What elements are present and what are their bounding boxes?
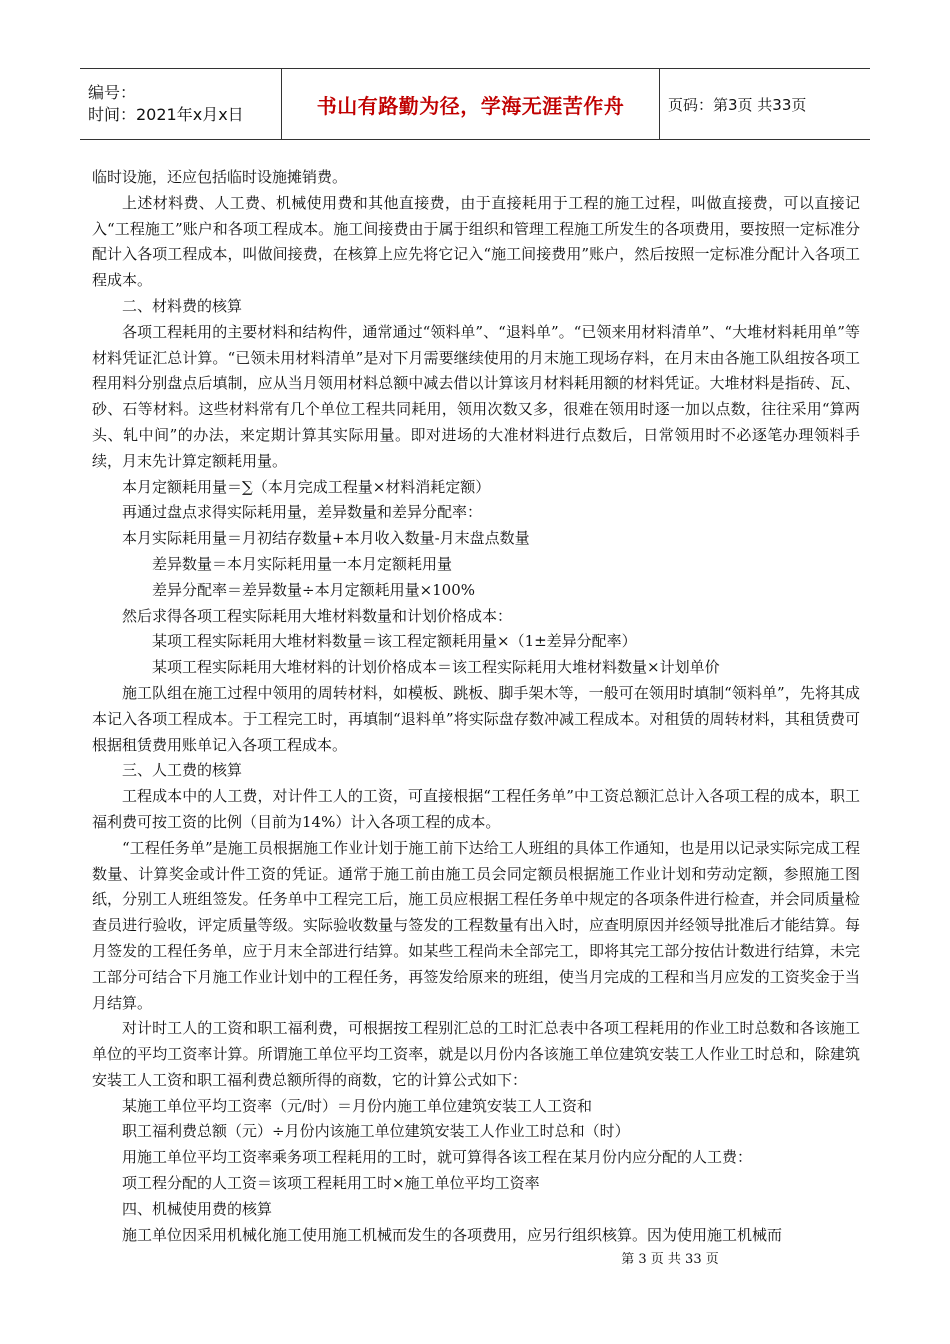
formula-line: 某项工程实际耗用大堆材料数量＝该工程定额耗用量×（1±差异分配率） bbox=[152, 632, 637, 651]
paragraph: 施工单位因采用机械化施工使用施工机械而发生的各项费用，应另行组织核算。因为使用施工机械而 bbox=[122, 1225, 783, 1244]
header-motto-cell bbox=[282, 69, 660, 139]
formula-line: 差异数量＝本月实际耗用量一本月定额耗用量 bbox=[152, 554, 453, 573]
formula-line: 某施工单位平均工资率（元/时）＝月份内施工单位建筑安装工人工资和 bbox=[122, 1096, 593, 1115]
paragraph: 工程成本中的人工费，对计件工人的工资，可直接根据“工程任务单”中工资总额汇总计入各项工程的成本，职工福利费可按工资的比例（目前为14%）计入各项工程的成本。 bbox=[92, 787, 860, 831]
paragraph: 用施工单位平均工资率乘务项工程耗用的工时，就可算得各该工程在某月份内应分配的人工费： bbox=[122, 1148, 753, 1167]
paragraph: 临时设施，还应包括临时设施摊销费。 bbox=[92, 168, 348, 186]
formula-line: 本月实际耗用量＝月初结存数量+本月收入数量-月末盘点数量 bbox=[122, 529, 530, 548]
paragraph: 上述材料费、人工费、机械使用费和其他直接费，由于直接耗用于工程的施工过程，叫做直接费，可以直接记入“工程施工”账户和各项工程成本。施工间接费由于属于组织和管理工程施工所发生的各项费用，要按照一定标准分配计入各项工程成本，叫做间接费，在核算上应先将它记入“施工间接费用”账户，然后按照一定标准分配计入各项工程成本。 bbox=[92, 193, 860, 290]
paragraph: 各项工程耗用的主要材料和结构件，通常通过“领料单”、“退料单”。“已领来用材料清单”、“大堆材料耗用单”等材料凭证汇总计算。“已领未用材料清单”是对下月需要继续使用的月末施工现场存料，在月末由各施工队组按各项工程用料分别盘点后填制，应从当月领用材料总额中减去借以计算该月材料耗用额的材料凭证。大堆材料是指砖、瓦、砂、石等材料。这些材料常有几个单位工程共同耗用，领用次数又多，很难在领用时逐一加以点数，往往采用“算两头、轧中间”的办法，来定期计算其实际用量。即对进场的大准材料进行点数后，日常领用时不必逐笔办理领料手续，月末先计算定额耗用量。 bbox=[92, 322, 860, 470]
paragraph: 对计时工人的工资和职工福利费，可根据按工程别汇总的工时汇总表中各项工程耗用的作业工时总数和各该施工单位的平均工资率计算。所谓施工单位平均工资率，就是以月份内各该施工单位建筑安装工人作业工时总和，除建筑安装工人工资和职工福利费总额所得的商数，它的计算公式如下： bbox=[92, 1019, 860, 1089]
formula-line: 职工福利费总额（元）÷月份内该施工单位建筑安装工人作业工时总和（时） bbox=[122, 1122, 630, 1141]
paragraph: “工程任务单”是施工员根据施工作业计划于施工前下达给工人班组的具体工作通知，也是用以记录实际完成工程数量、计算奖金或计件工资的凭证。通常于施工前由施工员会同定额员根据施工作业计划和劳动定额，参照施工图纸，分别工人班组签发。任务单中工程完工后，施工员应根据工程任务单中规定的各项条件进行检查，并会同质量检查员进行验收，评定质量等级。实际验收数量与签发的工程数量有出入时，应查明原因并经领导批准后才能结算。每月签发的工程任务单，应于月末全部进行结算。如某些工程尚未全部完工，即将其完工部分按估计数进行结算，未完工部分可结合下月施工作业计划中的工程任务，再签发给原来的班组，使当月完成的工程和当月应发的工资奖金于当月结算。 bbox=[92, 838, 860, 1012]
header-page-cell bbox=[660, 69, 870, 139]
formula-line: 差异分配率＝差异数量÷本月定额耗用量×100% bbox=[152, 580, 476, 599]
header-page-label: 页码：第3页 共33页 bbox=[668, 95, 807, 114]
section-heading: 二、材料费的核算 bbox=[122, 296, 243, 315]
formula-line: 某项工程实际耗用大堆材料的计划价格成本＝该工程实际耗用大堆材料数量×计划单价 bbox=[152, 658, 720, 677]
paragraph: 施工队组在施工过程中领用的周转材料，如模板、跳板、脚手架木等，一般可在领用时填制“领料单”，先将其成本记入各项工程成本。于工程完工时，再填制“退料单”将实际盘存数冲减工程成本。对租赁的周转材料，其租赁费可根据租赁费用账单记入各项工程成本。 bbox=[92, 683, 860, 754]
paragraph: 再通过盘点求得实际耗用量，差异数量和差异分配率： bbox=[122, 503, 483, 522]
section-heading: 三、人工费的核算 bbox=[122, 761, 243, 780]
section-heading: 四、机械使用费的核算 bbox=[122, 1199, 273, 1218]
formula-line: 项工程分配的人工资＝该项工程耗用工时×施工单位平均工资率 bbox=[122, 1174, 540, 1193]
paragraph: 然后求得各项工程实际耗用大堆材料数量和计划价格成本： bbox=[122, 606, 513, 625]
document-body bbox=[92, 165, 860, 1248]
document-number-label: 编号： bbox=[88, 83, 137, 102]
header-left-cell bbox=[80, 69, 282, 139]
header-motto: 书山有路勤为径，学海无涯苦作舟 bbox=[316, 93, 625, 118]
document-time-label: 时间：2021年x月x日 bbox=[88, 105, 244, 124]
document-header bbox=[80, 68, 870, 140]
page-footer: 第 3 页 共 33 页 bbox=[621, 1252, 719, 1267]
formula-line: 本月定额耗用量＝∑（本月完成工程量×材料消耗定额） bbox=[122, 477, 491, 496]
